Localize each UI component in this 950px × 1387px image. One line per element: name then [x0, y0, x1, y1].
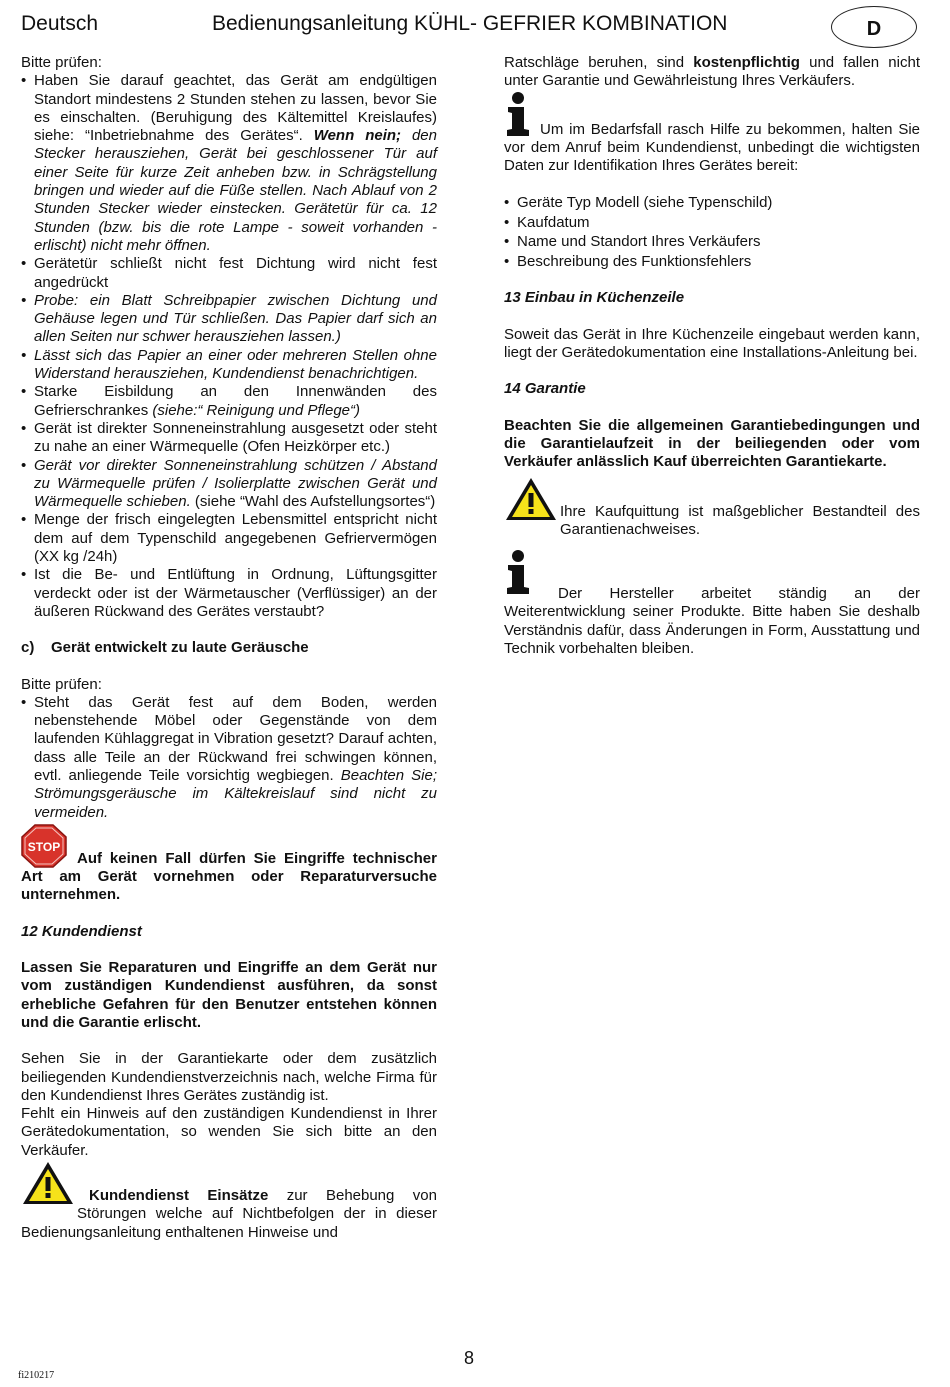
check-intro: Bitte prüfen: — [21, 54, 102, 71]
list-item — [21, 457, 437, 512]
list-item — [21, 72, 437, 255]
section-12-para-2: Fehlt ein Hinweis auf den zuständigen Kundendienst in Ihrer Gerätedokumentation, so wenden Sie sich bitte an den Verkäufer. — [21, 1105, 437, 1159]
list-item: • Beschreibung des Funktionsfehlers — [504, 252, 920, 272]
document-code: fi210217 — [18, 1370, 55, 1381]
warning-triangle-icon — [504, 476, 558, 522]
header-language: Deutsch — [21, 12, 99, 35]
item-text: Menge der frisch eingelegten Lebensmittel entspricht nicht dem auf dem Typenschild angegebenen Gefriervermögen (XX kg /24h) — [34, 511, 437, 566]
list-item — [21, 566, 437, 621]
info-icon — [504, 91, 532, 137]
receipt-warning — [504, 476, 920, 540]
left-column — [21, 54, 437, 1242]
noise-check-list — [21, 694, 437, 822]
section-c-heading: c) Gerät entwickelt zu laute Geräusche — [21, 639, 309, 657]
stop-notice — [21, 824, 437, 905]
cost-keyword: kostenpflichtig — [693, 54, 800, 71]
stop-icon-label: STOP — [27, 839, 61, 854]
list-item: • Kaufdatum — [504, 213, 920, 233]
check-intro-2: Bitte prüfen: — [21, 675, 102, 693]
list-item — [21, 383, 437, 420]
check-list — [21, 72, 437, 621]
list-item — [21, 511, 437, 566]
item-text: Gerätetür schließt nicht fest Dichtung wird nicht fest angedrückt — [34, 255, 437, 291]
stop-icon — [21, 824, 67, 868]
section-12-heading: 12 Kundendienst — [21, 922, 142, 940]
section-13-text: Soweit das Gerät in Ihre Küchenzeile eingebaut werden kann, liegt der Gerätedokumentation eine Installations-Anleitung bei. — [504, 325, 920, 362]
stop-warning-text: Auf keinen Fall dürfen Sie Eingriffe technischer Art am Gerät vornehmen oder Reparaturversuche unternehmen. — [21, 849, 437, 904]
item-italic-text: Gerät vor direkter Sonneneinstrahlung schützen / Abstand zu Wärmequelle prüfen / Isolierplatte zwischen Gerät und Wärmequelle schieben. — [34, 456, 437, 511]
page-title: Bedienungsanleitung KÜHL- GEFRIER KOMBINATION — [212, 12, 728, 35]
item-text: Ist die Be- und Entlüftung in Ordnung, Lüftungsgitter verdeckt oder ist der Wärmetauscher (Verflüssiger) an der äußeren Rückwand des Gerätes verstaubt? — [34, 566, 437, 620]
continued-text: Ratschläge beruhen, sind kostenpflichtig und fallen nicht unter Garantie und Gewährleistung Ihres Verkäufers. — [504, 54, 920, 90]
receipt-warning-text: Ihre Kaufquittung ist maßgeblicher Bestandteil des Garantienachweises. — [560, 502, 920, 538]
list-item — [21, 420, 437, 457]
service-warning — [21, 1160, 437, 1242]
item-italic-text: Beachten Sie; Strömungsgeräusche im Kältekreislauf sind nicht zu vermeiden. — [34, 766, 437, 821]
warning-no-label: Wenn nein; — [313, 127, 402, 145]
service-warning-bold: Kundendienst Einsätze — [89, 1187, 269, 1205]
device-data-list — [504, 193, 920, 271]
item-text: Lässt sich das Papier an einer oder mehreren Stellen ohne Widerstand herausziehen, Kundendienst benachrichtigen. — [34, 346, 437, 383]
list-item: • Geräte Typ Modell (siehe Typenschild) — [504, 193, 920, 213]
list-item — [21, 292, 437, 347]
item-italic-text: den Stecker herausziehen, Gerät bei geschlossener Tür auf einer Seite für kurze Zeit anheben bzw. in Schrägstellung bringen und wieder auf die Füße stellen. Nach Ablauf von 2 Stunden Stecker wieder einstecken. Gerätetür für ca. 12 Stunden (bzw. bis die rote Lampe - soweit vorhanden - erlischt) nicht mehr öffnen. — [34, 127, 437, 254]
list-item — [21, 255, 437, 292]
language-badge: D — [831, 6, 917, 48]
section-14-bold: Beachten Sie die allgemeinen Garantiebedingungen und die Garantielaufzeit in der beiliegenden oder vom Verkäufer anlässlich Kauf überreichten Garantiekarte. — [504, 416, 920, 471]
warning-triangle-icon — [21, 1160, 75, 1206]
section-14-heading: 14 Garantie — [504, 380, 586, 398]
info-icon — [504, 549, 532, 595]
right-column — [504, 54, 920, 658]
list-item — [21, 694, 437, 822]
section-12-para-1: Sehen Sie in der Garantiekarte oder dem zusätzlich beiliegenden Kundendienstverzeichnis nach, welche Firma für den Kundendienst Ihres Gerätes zuständig ist. — [21, 1050, 437, 1104]
item-italic-text: (siehe:“ Reinigung und Pflege“) — [152, 401, 360, 419]
info-text: Um im Bedarfsfall rasch Hilfe zu bekommen, halten Sie vor dem Anruf beim Kundendienst, unbedingt die wichtigsten Daten zur Identifikation Ihres Gerätes bereit: — [504, 120, 920, 175]
item-text: (siehe “Wahl des Aufstellungsortes“) — [190, 493, 436, 511]
service-warning-text: zur Behebung von Störungen welche auf Nichtbefolgen der in dieser Bedienungsanleitung enthaltenen Hinweise und — [21, 1187, 437, 1241]
item-text: Gerät ist direkter Sonneneinstrahlung ausgesetzt oder steht zu nahe an einer Wärmequelle (Ofen Heizkörper etc.) — [34, 419, 437, 456]
item-text: Probe: ein Blatt Schreibpapier zwischen Dichtung und Gehäuse legen und Tür schließen. Das Papier darf sich an allen Seiten nur schwer herausziehen lassen.) — [34, 291, 437, 346]
list-item: • Name und Standort Ihres Verkäufers — [504, 232, 920, 252]
item-text: Haben Sie darauf geachtet, das Gerät am endgültigen Standort mindestens 2 Stunden stehen zu lassen, bevor Sie es einschalten. (Beruhigung des Kältemittel Kreislaufes) siehe: “Inbetriebnahme des Gerätes“. — [34, 72, 437, 145]
info-notice — [504, 91, 920, 176]
section-13-heading: 13 Einbau in Küchenzeile — [504, 289, 685, 307]
item-text: Steht das Gerät fest auf dem Boden, werden nebenstehende Möbel oder Gegenstände von dem laufenden Kühlaggregat in Vibration gesetzt? Darauf achten, dass alle Teile an der Rückwand frei schwingen können, evtl. anliegende Teile vorsichtig wegbiegen. — [34, 693, 437, 784]
list-item — [21, 347, 437, 384]
manufacturer-notice — [504, 549, 920, 658]
section-12-bold: Lassen Sie Reparaturen und Eingriffe an dem Gerät nur vom zuständigen Kundendienst ausführen, da sonst erhebliche Gefahren für den Benutzer entstehen können und die Garantie erlischt. — [21, 959, 437, 1031]
item-text: Starke Eisbildung an den Innenwänden des Gefrierschrankes — [34, 383, 437, 419]
manufacturer-text: Der Hersteller arbeitet ständig an der Weiterentwicklung seiner Produkte. Bitte haben Sie deshalb Verständnis dafür, dass Änderungen in Form, Ausstattung und Technik vorbehalten bleiben. — [504, 585, 920, 658]
page-number: 8 — [464, 1348, 475, 1368]
